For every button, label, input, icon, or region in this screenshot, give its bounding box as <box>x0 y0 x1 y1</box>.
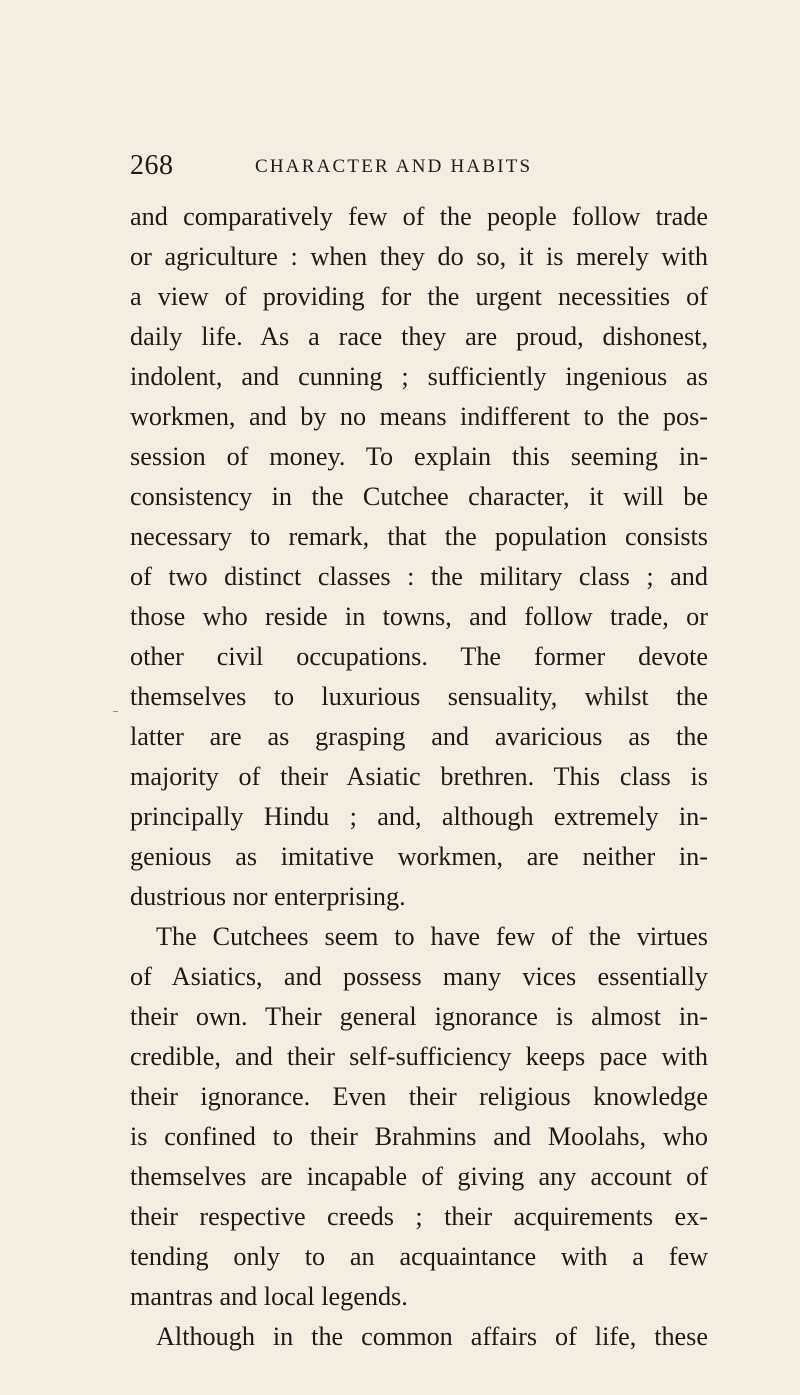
text-line: a view of providing for the urgent necessities of <box>130 282 708 311</box>
text-line: latter are as grasping and avaricious as the <box>130 722 708 751</box>
text-line: daily life. As a race they are proud, dishonest, <box>130 322 708 351</box>
text-line: of two distinct classes : the military class ; and <box>130 562 708 591</box>
text-line: dustrious nor enterprising. <box>130 882 406 911</box>
text-line: their own. Their general ignorance is almost in- <box>130 1002 708 1031</box>
page-header <box>130 150 710 190</box>
page-number: 268 <box>130 150 174 181</box>
text-line: credible, and their self-sufficiency keeps pace with <box>130 1042 708 1071</box>
text-line: or agriculture : when they do so, it is merely with <box>130 242 708 271</box>
text-line: majority of their Asiatic brethren. This class is <box>130 762 708 791</box>
text-line: those who reside in towns, and follow trade, or <box>130 602 708 631</box>
margin-mark <box>113 711 118 712</box>
running-head: CHARACTER AND HABITS <box>255 156 533 177</box>
text-line: their ignorance. Even their religious knowledge <box>130 1082 708 1111</box>
text-line: Although in the common affairs of life, these <box>156 1322 708 1351</box>
text-line: indolent, and cunning ; sufficiently ingenious as <box>130 362 708 391</box>
text-line: is confined to their Brahmins and Moolahs, who <box>130 1122 708 1151</box>
text-line: The Cutchees seem to have few of the virtues <box>156 922 708 951</box>
text-line: other civil occupations. The former devote <box>130 642 708 671</box>
text-line: their respective creeds ; their acquirements ex- <box>130 1202 708 1231</box>
body-text <box>130 197 708 1357</box>
text-line: consistency in the Cutchee character, it will be <box>130 482 708 511</box>
text-line: mantras and local legends. <box>130 1282 408 1311</box>
text-line: necessary to remark, that the population consists <box>130 522 708 551</box>
text-line: tending only to an acquaintance with a few <box>130 1242 708 1271</box>
text-line: themselves are incapable of giving any account of <box>130 1162 708 1191</box>
text-line: and comparatively few of the people follow trade <box>130 202 708 231</box>
text-line: genious as imitative workmen, are neither in- <box>130 842 708 871</box>
text-line: session of money. To explain this seeming in- <box>130 442 708 471</box>
text-line: principally Hindu ; and, although extremely in- <box>130 802 708 831</box>
text-line: themselves to luxurious sensuality, whilst the <box>130 682 708 711</box>
text-line: workmen, and by no means indifferent to the pos- <box>130 402 708 431</box>
text-line: of Asiatics, and possess many vices essentially <box>130 962 708 991</box>
